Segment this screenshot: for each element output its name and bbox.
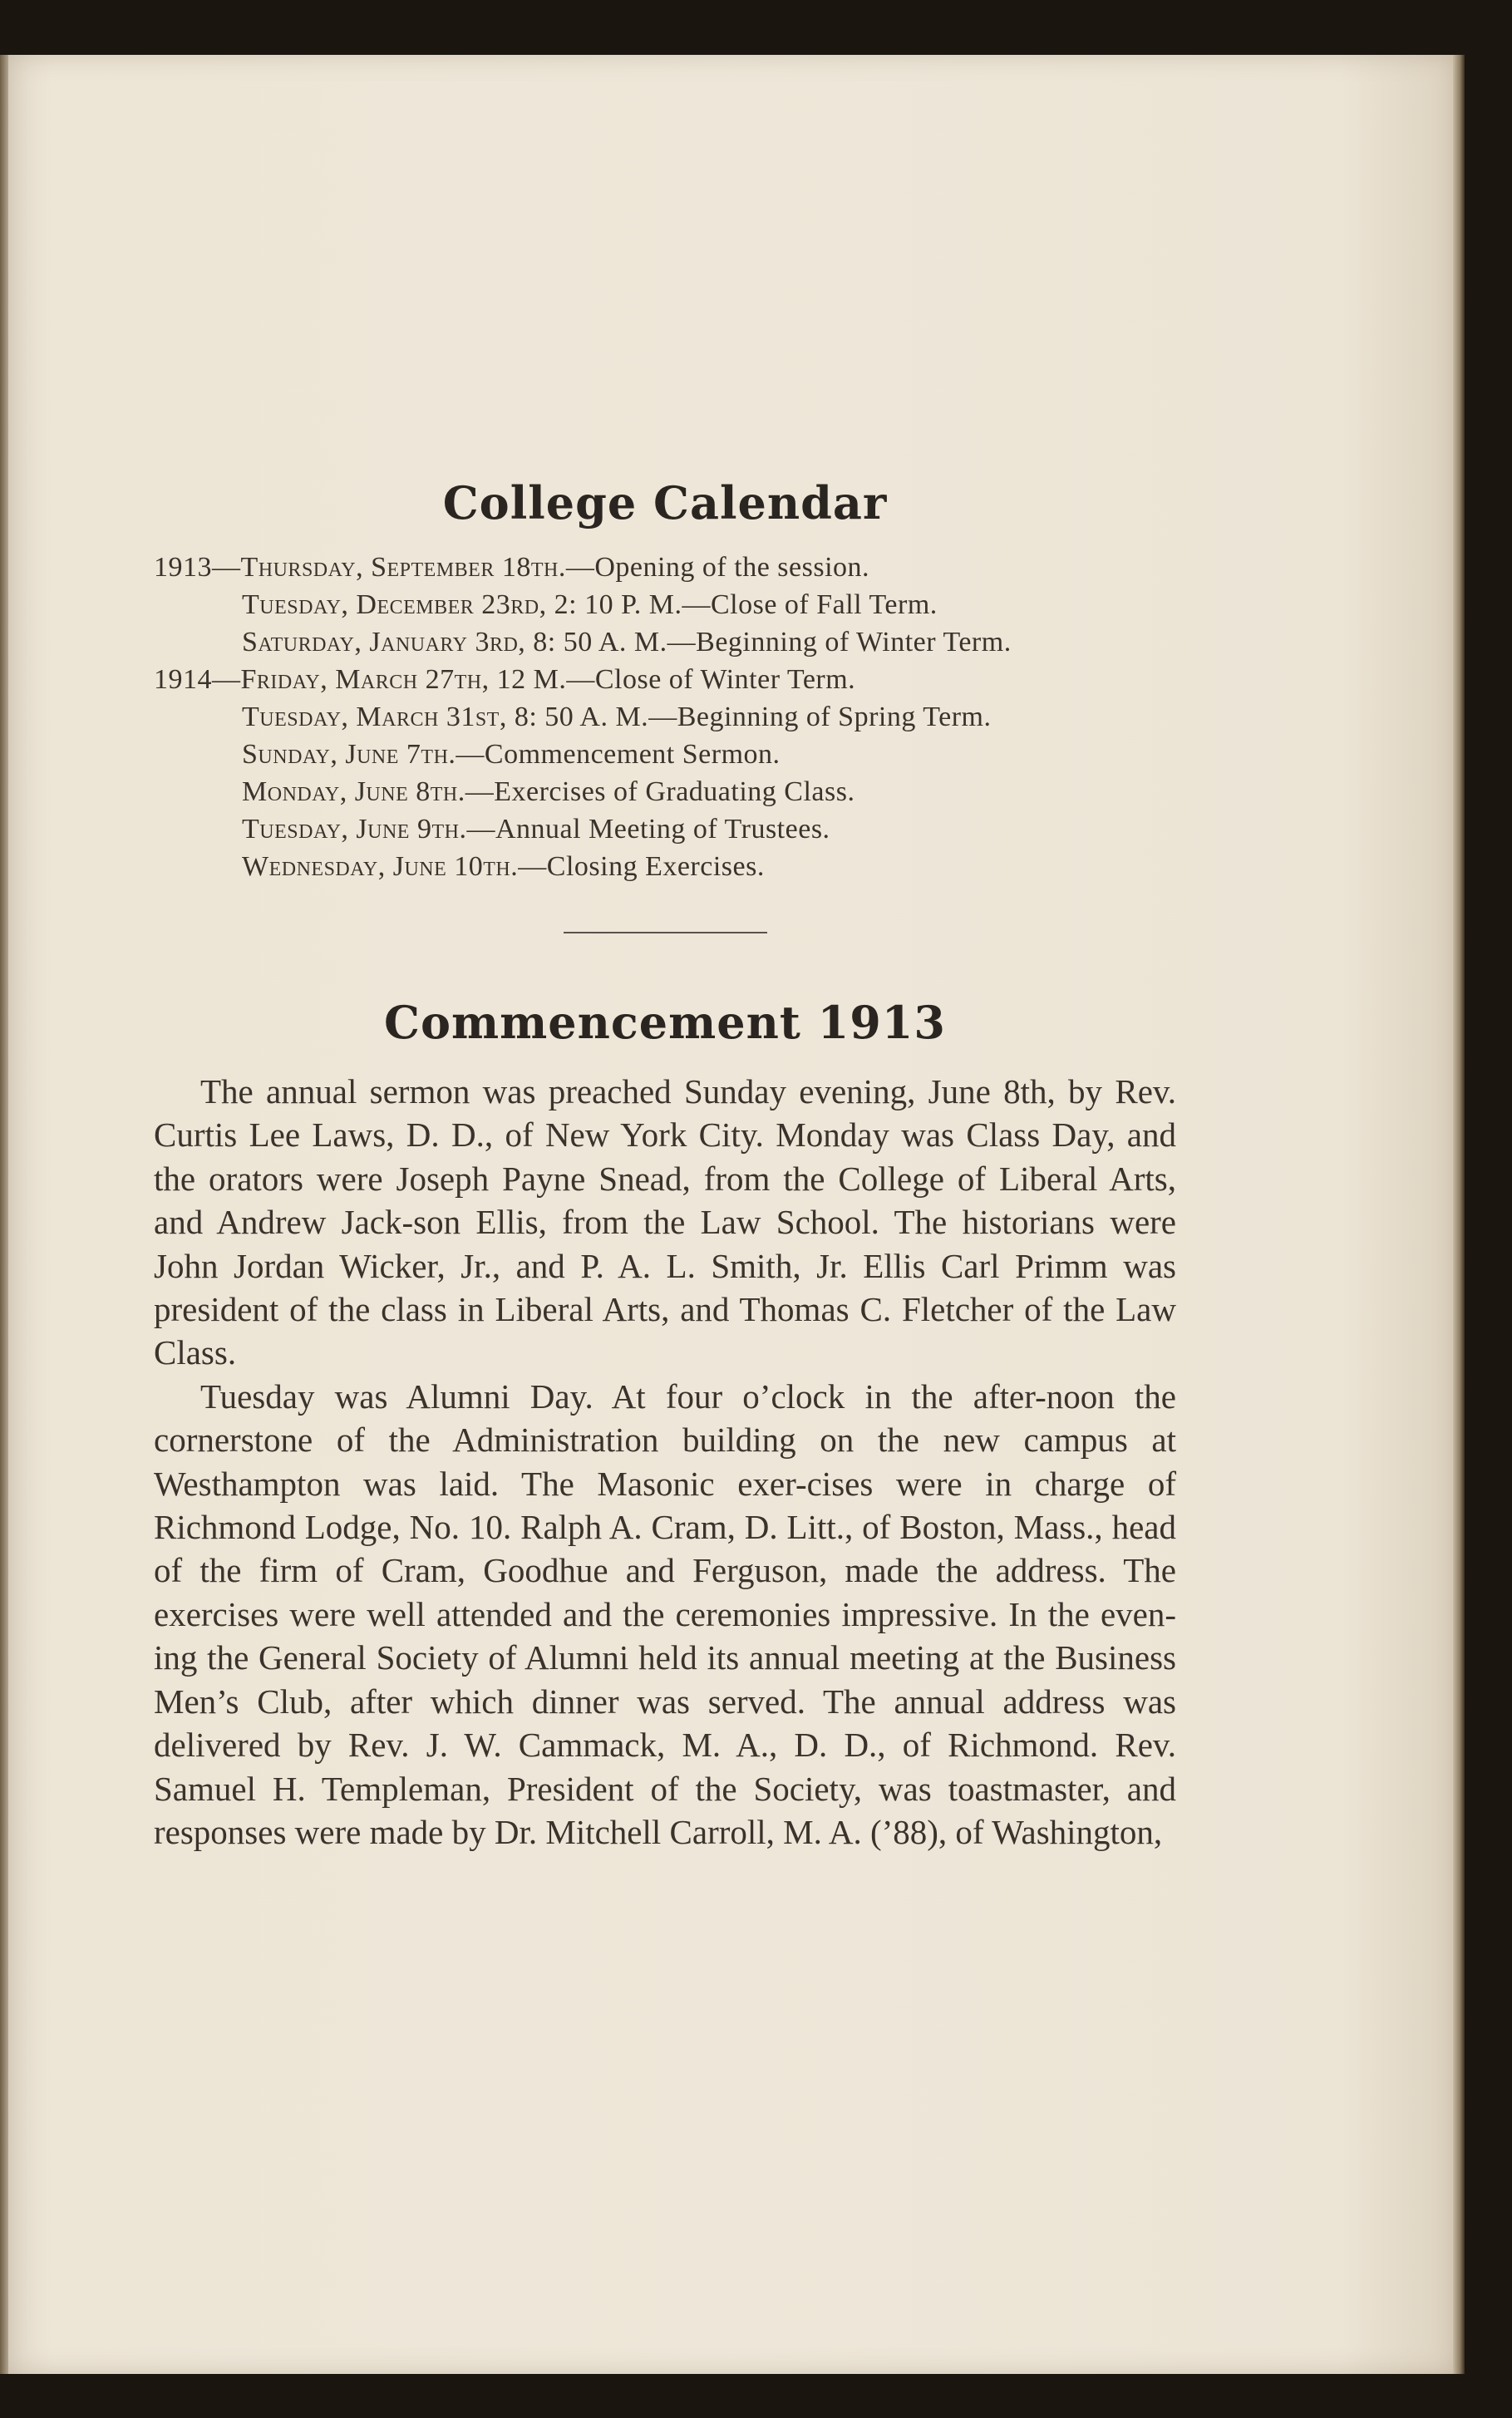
right-page-edge [1453,55,1465,2374]
calendar-date: Sunday, June 7th. [242,739,456,770]
page-content [154,465,1176,1854]
calendar-event: —Beginning of Spring Term. [648,702,992,732]
calendar-event: —Commencement Sermon. [456,739,781,770]
calendar-year: 1914— [154,664,241,695]
calendar-row [154,736,1176,773]
calendar-heading: College Calendar [442,476,888,529]
calendar-row [154,810,1176,848]
calendar-row [154,549,1176,586]
calendar-row [154,698,1176,736]
calendar-date: Wednesday, June 10th. [242,851,519,882]
calendar-event: —Closing Exercises. [518,851,765,882]
calendar-event: —Close of Fall Term. [682,589,938,620]
calendar-date: Saturday, January 3rd, 8: 50 A. M. [242,627,667,657]
calendar-date: Tuesday, June 9th. [242,814,467,845]
calendar-event: —Exercises of Graduating Class. [465,776,855,807]
calendar-date: Tuesday, March 31st, 8: 50 A. M. [242,702,649,732]
calendar-event: —Beginning of Winter Term. [667,627,1012,657]
calendar-year: 1913— [154,552,241,583]
calendar-row [154,586,1176,623]
calendar-row [154,773,1176,810]
commencement-heading: Commencement 1913 [384,996,946,1049]
commencement-paragraph: Tuesday was Alumni Day. At four o’clock in the after-noon the cornerstone of the Administration building on the new campus at Westhampton was laid. The Masonic exer-cises were in charge of Richmond Lodge, No. 10. Ralph A. Cram, D. Litt., of Boston, Mass., head of the firm of Cram, Goodhue and Ferguson, made the address. The exercises were well attended and the ceremonies impressive. In the even-ing the General Society of Alumni held its annual meeting at the Business Men’s Club, after which dinner was served. The annual address was delivered by Rev. J. W. Cammack, M. A., D. D., of Richmond. Rev. Samuel H. Templeman, President of the Society, was toastmaster, and responses were made by Dr. Mitchell Carroll, M. A. (’88), of Washington, [154,1376,1176,1851]
calendar-date: Friday, March 27th, 12 M. [240,664,567,695]
section-divider [564,932,767,933]
calendar-list [154,549,1176,885]
calendar-event: —Close of Winter Term. [566,664,856,695]
calendar-row [154,661,1176,698]
calendar-row [154,623,1176,661]
calendar-event: —Opening of the session. [565,552,870,583]
calendar-date: Thursday, September 18th. [240,552,566,583]
calendar-date: Tuesday, December 23rd, 2: 10 P. M. [242,589,682,620]
calendar-date: Monday, June 8th. [242,776,465,807]
calendar-event: —Annual Meeting of Trustees. [466,814,830,845]
commencement-paragraph: The annual sermon was preached Sunday evening, June 8th, by Rev. Curtis Lee Laws, D. D., of New York City. Monday was Class Day, and the orators were Joseph Payne Snead, from the College of Liberal Arts, and Andrew Jack-son Ellis, from the Law School. The historians were John Jordan Wicker, Jr., and P. A. L. Smith, Jr. Ellis Carl Primm was president of the class in Liberal Arts, and Thomas C. Fletcher of the Law Class. [154,1072,1176,1372]
calendar-row [154,848,1176,885]
